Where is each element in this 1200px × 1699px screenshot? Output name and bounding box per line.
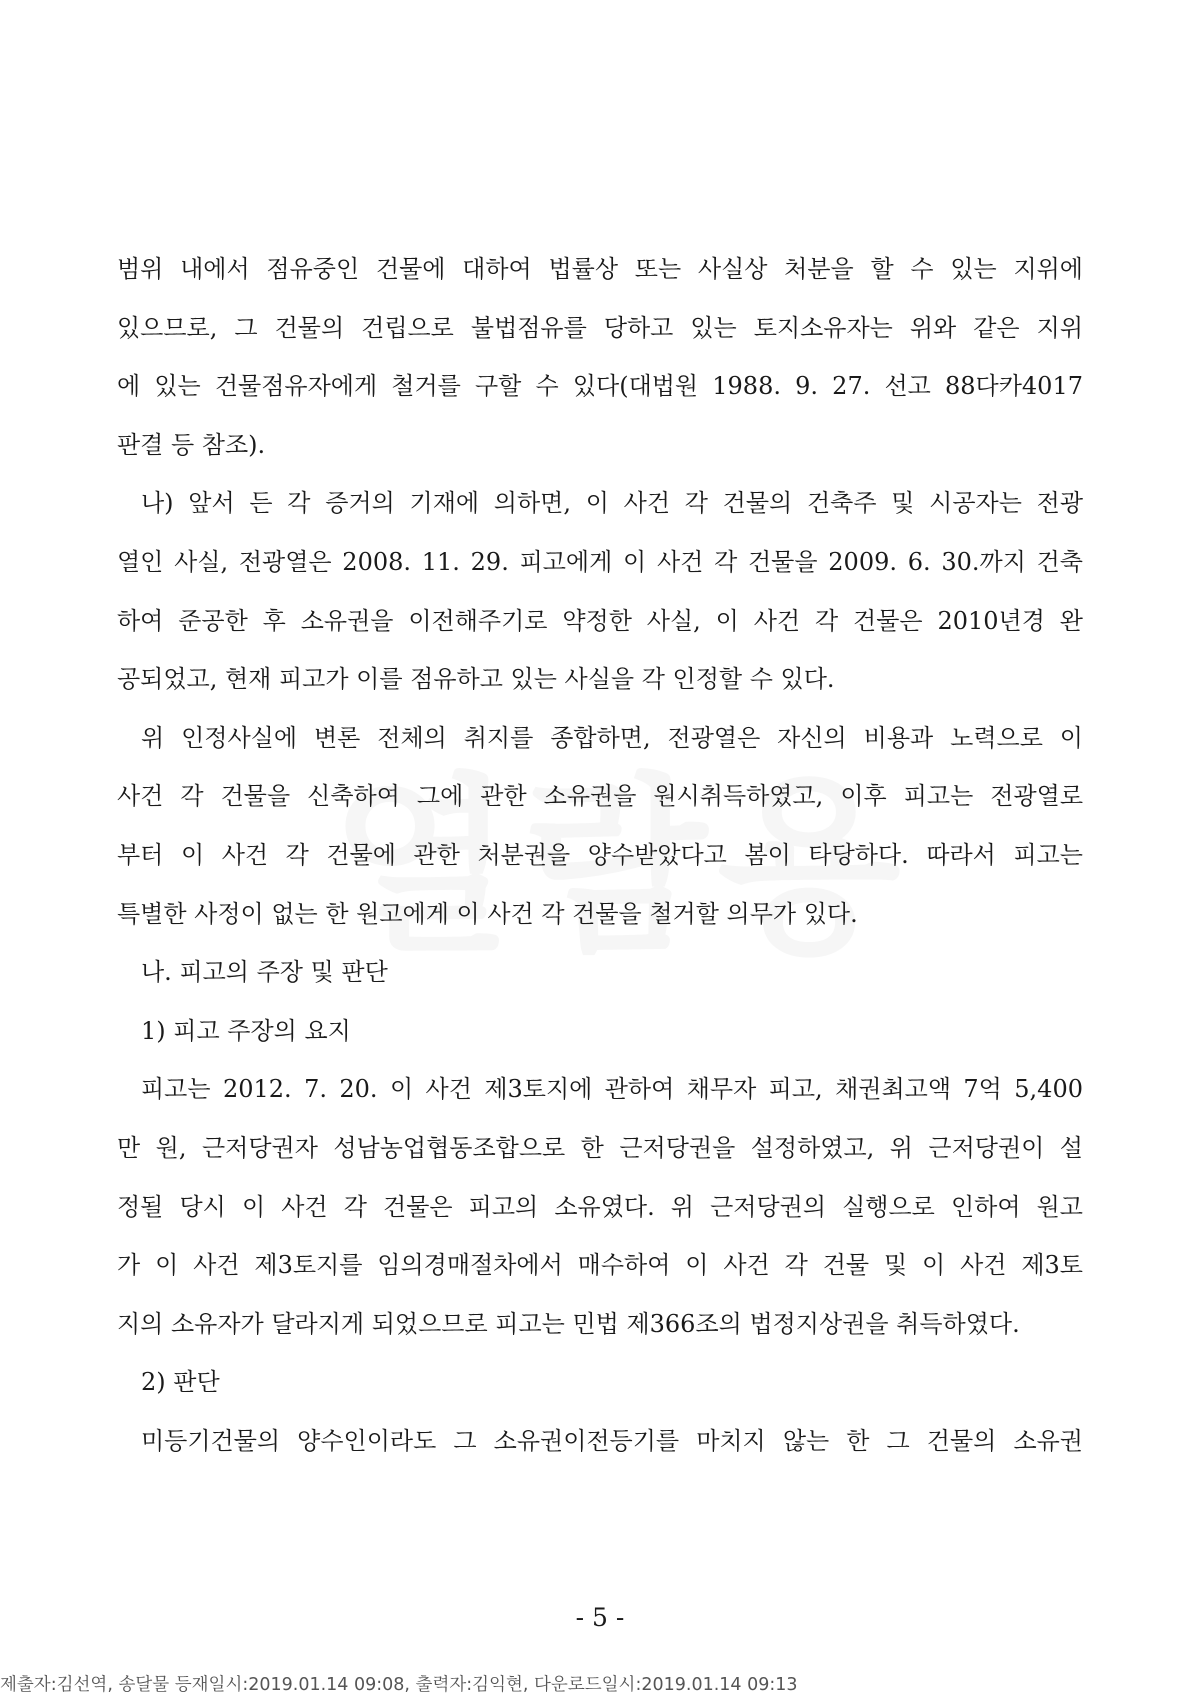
paragraph-line: 피고는 2012. 7. 20. 이 사건 제3토지에 관하여 채무자 피고, 채권최고액 7억 5,400: [141, 1075, 1083, 1104]
paragraph-line: 위 인정사실에 변론 전체의 취지를 종합하면, 전광열은 자신의 비용과 노력으로 이: [141, 723, 1083, 752]
subsection-heading: 2) 판단: [141, 1368, 220, 1397]
paragraph-line: 범위 내에서 점유중인 건물에 대하여 법률상 또는 사실상 처분을 할 수 있는 지위에: [117, 255, 1083, 283]
paragraph-line: 에 있는 건물점유자에게 철거를 구할 수 있다(대법원 1988. 9. 27. 선고 88다카4017: [117, 372, 1083, 401]
paragraph-line: 부터 이 사건 각 건물에 관한 처분권을 양수받았다고 봄이 타당하다. 따라서 피고는: [117, 840, 1083, 869]
paragraph-line: 특별한 사정이 없는 한 원고에게 이 사건 각 건물을 철거할 의무가 있다.: [117, 899, 858, 928]
paragraph-line: 지의 소유자가 달라지게 되었으므로 피고는 민법 제366조의 법정지상권을 취득하였다.: [117, 1309, 1020, 1338]
page-number: - 5 -: [575, 1603, 625, 1632]
download-stamp: 제출자:김선역, 송달물 등재일시:2019.01.14 09:08, 출력자:김익현, 다운로드일시:2019.01.14 09:13: [0, 1675, 798, 1695]
paragraph-line: 만 원, 근저당권자 성남농업협동조합으로 한 근저당권을 설정하였고, 위 근저당권이 설: [117, 1133, 1083, 1162]
paragraph-line: 공되었고, 현재 피고가 이를 점유하고 있는 사실을 각 인정할 수 있다.: [117, 665, 835, 694]
paragraph-line: 미등기건물의 양수인이라도 그 소유권이전등기를 마치지 않는 한 그 건물의 소유권: [141, 1426, 1083, 1455]
paragraph-line: 열인 사실, 전광열은 2008. 11. 29. 피고에게 이 사건 각 건물을 2009. 6. 30.까지 건축: [117, 547, 1083, 576]
paragraph-line: 판결 등 참조).: [117, 430, 266, 459]
paragraph-line: 정될 당시 이 사건 각 건물은 피고의 소유였다. 위 근저당권의 실행으로 인하여 원고: [117, 1192, 1083, 1221]
section-heading: 나. 피고의 주장 및 판단: [141, 958, 388, 987]
paragraph-line: 있으므로, 그 건물의 건립으로 불법점유를 당하고 있는 토지소유자는 위와 같은 지위: [117, 313, 1083, 342]
subsection-heading: 1) 피고 주장의 요지: [141, 1016, 351, 1045]
paragraph-line: 나) 앞서 든 각 증거의 기재에 의하면, 이 사건 각 건물의 건축주 및 시공자는 전광: [141, 489, 1083, 518]
paragraph-line: 하여 준공한 후 소유권을 이전해주기로 약정한 사실, 이 사건 각 건물은 2010년경 완: [117, 606, 1083, 635]
paragraph-line: 사건 각 건물을 신축하여 그에 관한 소유권을 원시취득하였고, 이후 피고는 전광열로: [117, 782, 1083, 811]
paragraph-line: 가 이 사건 제3토지를 임의경매절차에서 매수하여 이 사건 각 건물 및 이 사건 제3토: [117, 1251, 1083, 1280]
document-body: [117, 240, 1083, 1470]
